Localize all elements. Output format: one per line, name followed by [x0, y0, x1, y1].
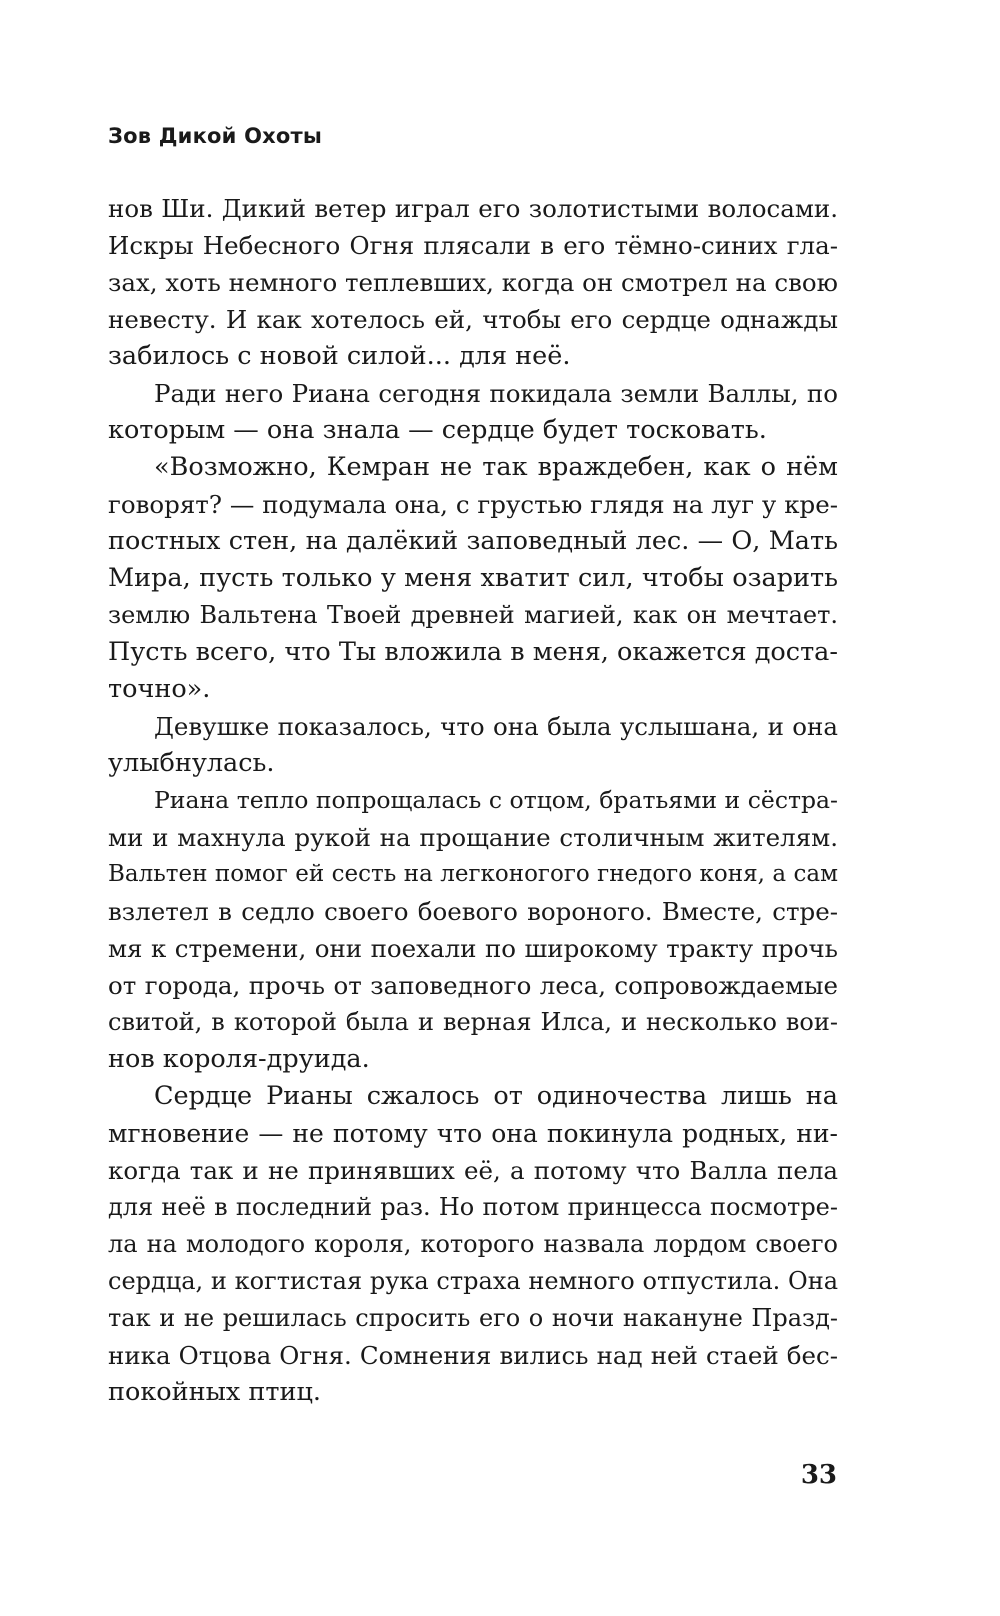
text-line: мгновение — не потому что она покинула родных, ни-	[108, 1119, 838, 1148]
text-line: невесту. И как хотелось ей, чтобы его сердце однажды	[108, 305, 838, 334]
text-line: Ради него Риана сегодня покидала земли Валлы, по	[154, 379, 838, 408]
text-line: мя к стремени, они поехали по широкому тракту прочь	[108, 934, 838, 963]
paragraph-6	[108, 1078, 838, 1411]
text-line: землю Вальтена Твоей древней магией, как он мечтает.	[108, 601, 838, 629]
text-line: которым — она знала — сердце будет тосковать.	[108, 415, 767, 445]
text-line: постных стен, на далёкий заповедный лес. — О, Мать	[108, 526, 838, 556]
text-line: улыбнулась.	[108, 748, 275, 778]
text-line: Вальтен помог ей сесть на легконогого гнедого коня, а сам	[108, 861, 838, 887]
text-line: говорят? — подумала она, с грустью глядя на луг у кре-	[108, 490, 838, 519]
text-line: нов Ши. Дикий ветер играл его золотистыми волосами.	[108, 194, 838, 223]
text-line: для неё в последний раз. Но потом принцесса посмотре-	[108, 1193, 838, 1221]
body-text	[108, 190, 838, 1411]
text-line: так и не решилась спросить его о ночи накануне Празд-	[108, 1304, 838, 1332]
text-line: точно».	[108, 674, 211, 704]
text-line: сердца, и когтистая рука страха немного отпустила. Она	[108, 1267, 838, 1295]
text-line: взлетел в седло своего боевого вороного. Вместе, стре-	[108, 897, 838, 926]
text-line: нов короля-друида.	[108, 1044, 370, 1074]
text-line: Пусть всего, что Ты вложила в меня, окажется доста-	[108, 637, 838, 667]
text-line: ника Отцова Огня. Сомнения вились над ней стаей бес-	[108, 1341, 838, 1370]
text-line: от города, прочь от заповедного леса, сопровождаемые	[108, 971, 838, 1000]
text-line: свитой, в которой была и верная Илса, и несколько вои-	[108, 1008, 838, 1036]
text-line: когда так и не принявших её, а потому что Валла пела	[108, 1156, 838, 1185]
running-header: Зов Дикой Охоты	[108, 124, 323, 148]
text-line: зах, хоть немного теплевших, когда он смотрел на свою	[108, 268, 838, 297]
paragraph-2	[108, 375, 838, 449]
text-line: Искры Небесного Огня плясали в его тёмно-синих гла-	[108, 231, 838, 260]
text-line: Девушке показалось, что она была услышана, и она	[154, 712, 838, 741]
text-line: ми и махнула рукой на прощание столичным жителям.	[108, 823, 838, 852]
paragraph-5	[108, 782, 838, 1078]
text-line: ла на молодого короля, которого назвала лордом своего	[108, 1230, 838, 1258]
text-line: Риана тепло попрощалась с отцом, братьями и сёстра-	[154, 786, 838, 814]
paragraph-1	[108, 190, 838, 375]
paragraph-3	[108, 449, 838, 708]
text-line: покойных птиц.	[108, 1377, 322, 1407]
page-number: 33	[800, 1460, 837, 1490]
text-line: Мира, пусть только у меня хватит сил, чтобы озарить	[108, 563, 838, 593]
paragraph-4	[108, 708, 838, 782]
text-line: забилось с новой силой... для неё.	[108, 341, 571, 371]
text-line: «Возможно, Кемран не так враждебен, как о нём	[154, 452, 838, 482]
text-line: Сердце Рианы сжалось от одиночества лишь на	[154, 1081, 838, 1111]
